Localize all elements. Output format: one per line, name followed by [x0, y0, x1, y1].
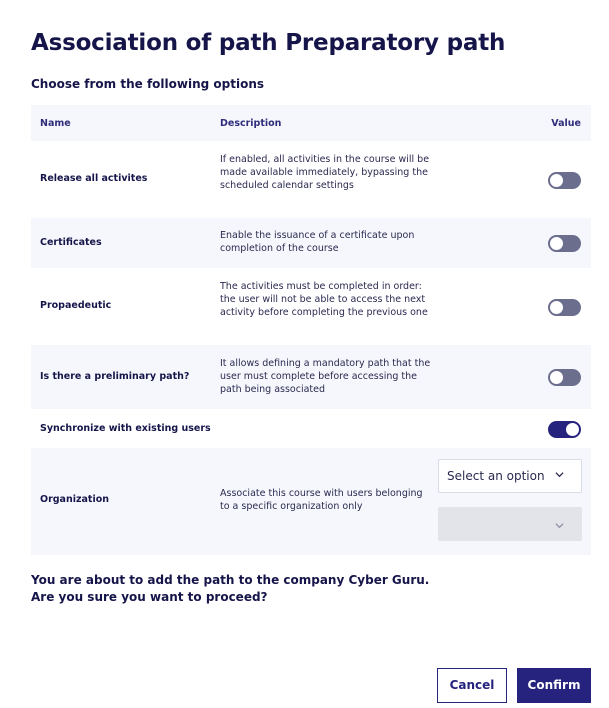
certificates-toggle[interactable] — [548, 235, 581, 252]
row-description: Enable the issuance of a certificate upon completion of the course — [220, 230, 415, 254]
row-description: If enabled, all activities in the course will be made available immediately, bypassing the scheduled calendar settings — [220, 154, 430, 191]
row-name: Propaedeutic — [40, 300, 112, 311]
confirmation-line-1: You are about to add the path to the company Cyber Guru. — [31, 573, 430, 587]
row-description: Associate this course with users belonging to a specific organization only — [220, 488, 423, 512]
preliminary-path-toggle[interactable] — [548, 369, 581, 386]
row-organization — [31, 448, 591, 555]
row-name: Synchronize with existing users — [40, 423, 211, 434]
toggle-knob — [550, 371, 563, 384]
confirmation-message — [31, 572, 429, 606]
confirmation-line-2: Are you sure you want to proceed? — [31, 590, 268, 604]
header-description: Description — [220, 118, 282, 129]
row-description: The activities must be completed in order: the user will not be able to access the next activity before completing the previous one — [220, 281, 428, 318]
row-name: Certificates — [40, 237, 102, 248]
row-name: Organization — [40, 494, 110, 505]
header-value: Value — [551, 118, 581, 129]
propaedeutic-toggle[interactable] — [548, 299, 581, 316]
row-description: It allows defining a mandatory path that the user must complete before accessing the path being associated — [220, 358, 431, 395]
toggle-knob — [550, 174, 563, 187]
confirm-button[interactable]: Confirm — [517, 668, 591, 703]
header-name: Name — [40, 118, 71, 129]
toggle-knob — [566, 423, 579, 436]
row-propaedeutic — [31, 268, 591, 345]
dialog-subtitle: Choose from the following options — [31, 77, 265, 91]
toggle-knob — [550, 301, 563, 314]
options-table — [31, 105, 591, 555]
organization-select[interactable] — [438, 459, 582, 493]
release-all-toggle[interactable] — [548, 172, 581, 189]
row-release-all-activities — [31, 141, 591, 218]
row-certificates — [31, 218, 591, 268]
cancel-button[interactable]: Cancel — [437, 668, 507, 703]
chevron-down-icon — [555, 519, 564, 533]
organization-sub-select[interactable] — [438, 507, 582, 541]
synchronize-users-toggle[interactable] — [548, 421, 581, 438]
select-label: Select an option — [447, 469, 545, 483]
toggle-knob — [550, 237, 563, 250]
table-header — [31, 105, 591, 141]
row-name: Release all activites — [40, 173, 148, 184]
row-name: Is there a preliminary path? — [40, 371, 190, 382]
chevron-down-icon — [555, 468, 564, 482]
dialog-title: Association of path Preparatory path — [31, 30, 506, 56]
row-synchronize-users — [31, 409, 591, 448]
row-preliminary-path — [31, 345, 591, 409]
